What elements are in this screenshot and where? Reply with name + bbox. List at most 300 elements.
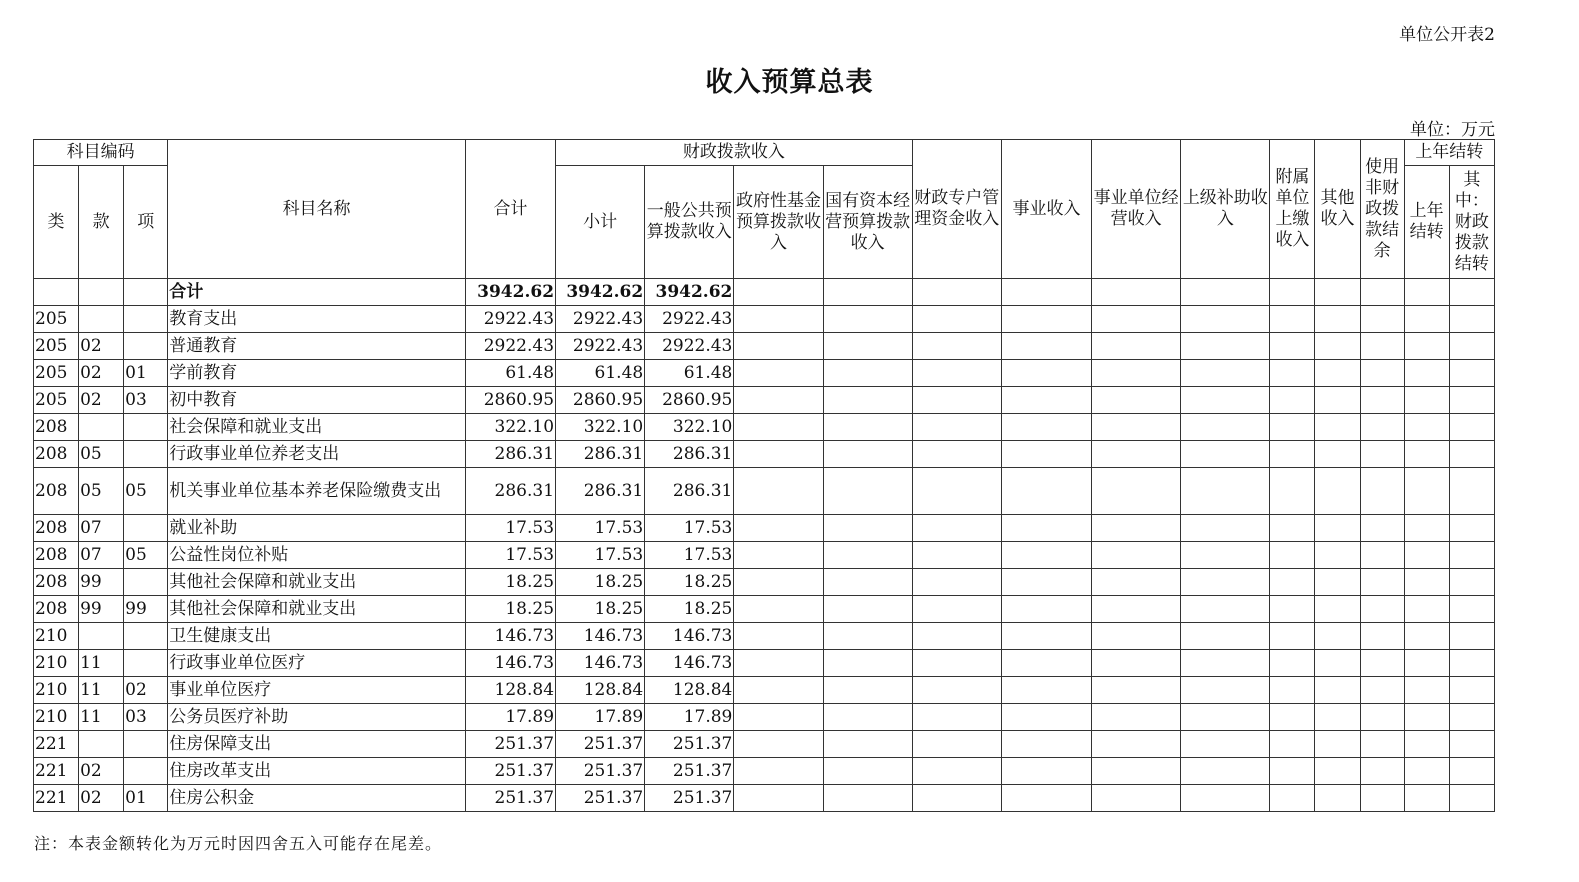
cell-empty	[1404, 306, 1449, 333]
cell-kuan: 05	[79, 441, 124, 468]
cell-empty	[823, 360, 912, 387]
cell-empty	[1181, 333, 1270, 360]
cell-general: 17.53	[645, 515, 734, 542]
cell-empty	[1001, 785, 1091, 812]
cell-subtotal: 286.31	[556, 468, 645, 515]
cell-subtotal: 2860.95	[556, 387, 645, 414]
cell-empty	[1449, 306, 1494, 333]
cell-empty	[823, 387, 912, 414]
cell-empty	[1092, 387, 1181, 414]
cell-empty	[1315, 542, 1360, 569]
cell-kuan: 99	[79, 596, 124, 623]
cell-empty	[734, 731, 823, 758]
cell-empty	[1270, 387, 1315, 414]
cell-empty	[912, 306, 1001, 333]
table-row	[34, 623, 1495, 650]
cell-empty	[1404, 704, 1449, 731]
cell-name: 学前教育	[168, 360, 466, 387]
header-fund-budget: 政府性基金预算拨款收入	[734, 166, 823, 279]
cell-kuan: 02	[79, 360, 124, 387]
cell-subtotal: 146.73	[556, 623, 645, 650]
cell-empty	[1181, 542, 1270, 569]
cell-lei: 210	[34, 677, 79, 704]
cell-name: 公务员医疗补助	[168, 704, 466, 731]
cell-empty	[1449, 333, 1494, 360]
table-row	[34, 569, 1495, 596]
cell-empty	[1092, 515, 1181, 542]
cell-empty	[1001, 704, 1091, 731]
cell-total: 251.37	[465, 785, 555, 812]
cell-lei: 205	[34, 333, 79, 360]
cell-empty	[1092, 279, 1181, 306]
cell-subtotal: 2922.43	[556, 333, 645, 360]
cell-empty	[1360, 468, 1404, 515]
cell-xiang	[124, 333, 168, 360]
cell-total: 3942.62	[465, 279, 555, 306]
cell-xiang	[124, 731, 168, 758]
cell-kuan: 07	[79, 515, 124, 542]
cell-empty	[1449, 468, 1494, 515]
cell-empty	[1315, 569, 1360, 596]
cell-name: 普通教育	[168, 333, 466, 360]
cell-empty	[823, 704, 912, 731]
cell-kuan: 02	[79, 785, 124, 812]
cell-name: 其他社会保障和就业支出	[168, 569, 466, 596]
cell-empty	[1092, 414, 1181, 441]
cell-empty	[734, 677, 823, 704]
cell-empty	[1270, 569, 1315, 596]
cell-empty	[1404, 441, 1449, 468]
cell-empty	[1404, 650, 1449, 677]
cell-empty	[912, 360, 1001, 387]
cell-empty	[1001, 360, 1091, 387]
cell-empty	[1092, 731, 1181, 758]
cell-name: 行政事业单位医疗	[168, 650, 466, 677]
cell-empty	[1270, 623, 1315, 650]
cell-empty	[1360, 569, 1404, 596]
cell-subtotal: 2922.43	[556, 306, 645, 333]
cell-empty	[1360, 441, 1404, 468]
cell-total: 146.73	[465, 650, 555, 677]
cell-total: 2860.95	[465, 387, 555, 414]
header-subtotal: 小计	[556, 166, 645, 279]
table-body	[34, 279, 1495, 812]
total-row	[34, 279, 1495, 306]
cell-xiang	[124, 414, 168, 441]
cell-empty	[912, 731, 1001, 758]
cell-xiang	[124, 306, 168, 333]
cell-empty	[1001, 731, 1091, 758]
cell-empty	[912, 468, 1001, 515]
cell-empty	[1315, 731, 1360, 758]
cell-empty	[1181, 306, 1270, 333]
header-operating-income: 事业单位经营收入	[1092, 140, 1181, 279]
cell-empty	[1360, 414, 1404, 441]
income-budget-table	[33, 139, 1495, 812]
cell-name: 事业单位医疗	[168, 677, 466, 704]
header-affiliated-income: 附属单位上缴收入	[1270, 140, 1315, 279]
cell-empty	[1092, 623, 1181, 650]
cell-empty	[1001, 468, 1091, 515]
cell-xiang: 03	[124, 387, 168, 414]
cell-empty	[734, 704, 823, 731]
cell-empty	[734, 414, 823, 441]
cell-empty	[1315, 677, 1360, 704]
cell-empty	[1315, 279, 1360, 306]
cell-subtotal: 3942.62	[556, 279, 645, 306]
cell-lei: 210	[34, 704, 79, 731]
cell-empty	[734, 542, 823, 569]
cell-empty	[1315, 441, 1360, 468]
cell-empty	[823, 677, 912, 704]
cell-total: 17.53	[465, 542, 555, 569]
cell-empty	[1449, 596, 1494, 623]
cell-empty	[912, 623, 1001, 650]
cell-general: 128.84	[645, 677, 734, 704]
cell-empty	[1092, 360, 1181, 387]
cell-empty	[1404, 758, 1449, 785]
table-row	[34, 333, 1495, 360]
cell-empty	[1001, 569, 1091, 596]
cell-empty	[1001, 650, 1091, 677]
cell-empty	[823, 569, 912, 596]
header-business-income: 事业收入	[1001, 140, 1091, 279]
cell-lei: 210	[34, 623, 79, 650]
cell-empty	[1001, 677, 1091, 704]
cell-empty	[1181, 731, 1270, 758]
cell-xiang	[124, 758, 168, 785]
cell-empty	[1449, 758, 1494, 785]
table-row	[34, 704, 1495, 731]
cell-empty	[1360, 758, 1404, 785]
cell-empty	[912, 704, 1001, 731]
table-row	[34, 650, 1495, 677]
cell-empty	[1001, 306, 1091, 333]
table-row	[34, 441, 1495, 468]
cell-total: 61.48	[465, 360, 555, 387]
cell-empty	[912, 569, 1001, 596]
cell-name: 教育支出	[168, 306, 466, 333]
cell-empty	[734, 468, 823, 515]
cell-empty	[734, 515, 823, 542]
cell-lei: 205	[34, 387, 79, 414]
cell-empty	[1404, 333, 1449, 360]
cell-subtotal: 18.25	[556, 569, 645, 596]
table-row	[34, 785, 1495, 812]
cell-total: 18.25	[465, 569, 555, 596]
cell-empty	[1449, 623, 1494, 650]
cell-empty	[1270, 731, 1315, 758]
cell-empty	[1360, 785, 1404, 812]
cell-general: 17.89	[645, 704, 734, 731]
cell-xiang	[124, 441, 168, 468]
header-carryover-group: 上年结转	[1404, 140, 1494, 166]
cell-name: 其他社会保障和就业支出	[168, 596, 466, 623]
cell-empty	[1181, 414, 1270, 441]
table-row	[34, 677, 1495, 704]
cell-empty	[1270, 333, 1315, 360]
cell-empty	[1092, 704, 1181, 731]
cell-empty	[823, 279, 912, 306]
cell-empty	[1404, 623, 1449, 650]
cell-subtotal: 251.37	[556, 758, 645, 785]
cell-general: 18.25	[645, 569, 734, 596]
cell-empty	[1404, 731, 1449, 758]
cell-empty	[1360, 650, 1404, 677]
cell-empty	[1360, 731, 1404, 758]
table-row	[34, 515, 1495, 542]
cell-empty	[1360, 360, 1404, 387]
cell-kuan: 07	[79, 542, 124, 569]
cell-general: 3942.62	[645, 279, 734, 306]
cell-empty	[1001, 387, 1091, 414]
table-row	[34, 360, 1495, 387]
cell-kuan: 05	[79, 468, 124, 515]
cell-total: 286.31	[465, 441, 555, 468]
cell-xiang	[124, 569, 168, 596]
header-general-budget: 一般公共预算拨款收入	[645, 166, 734, 279]
cell-empty	[1181, 785, 1270, 812]
cell-xiang: 03	[124, 704, 168, 731]
cell-empty	[1404, 677, 1449, 704]
cell-empty	[1270, 785, 1315, 812]
cell-general: 146.73	[645, 623, 734, 650]
cell-lei: 208	[34, 542, 79, 569]
cell-empty	[1360, 333, 1404, 360]
cell-kuan	[79, 279, 124, 306]
cell-empty	[1315, 360, 1360, 387]
cell-subtotal: 322.10	[556, 414, 645, 441]
cell-empty	[734, 623, 823, 650]
cell-empty	[823, 306, 912, 333]
header-kuan: 款	[79, 166, 124, 279]
cell-empty	[1270, 677, 1315, 704]
header-superior-subsidy: 上级补助收入	[1181, 140, 1270, 279]
cell-empty	[1001, 414, 1091, 441]
cell-empty	[1092, 785, 1181, 812]
cell-total: 251.37	[465, 758, 555, 785]
cell-empty	[1181, 279, 1270, 306]
cell-lei: 221	[34, 785, 79, 812]
cell-empty	[1404, 542, 1449, 569]
cell-empty	[1449, 515, 1494, 542]
cell-empty	[1360, 279, 1404, 306]
cell-empty	[1270, 704, 1315, 731]
table-row	[34, 468, 1495, 515]
cell-empty	[912, 677, 1001, 704]
cell-xiang: 99	[124, 596, 168, 623]
cell-empty	[823, 414, 912, 441]
cell-empty	[1404, 414, 1449, 441]
cell-empty	[1404, 468, 1449, 515]
cell-kuan: 02	[79, 387, 124, 414]
cell-xiang	[124, 279, 168, 306]
cell-xiang: 01	[124, 360, 168, 387]
cell-empty	[1270, 650, 1315, 677]
cell-lei: 208	[34, 596, 79, 623]
cell-empty	[1270, 279, 1315, 306]
header-total: 合计	[465, 140, 555, 279]
cell-empty	[1001, 279, 1091, 306]
cell-empty	[1181, 758, 1270, 785]
cell-subtotal: 251.37	[556, 785, 645, 812]
cell-subtotal: 17.53	[556, 515, 645, 542]
header-fiscal-carryover: 其中：财政拨款结转	[1449, 166, 1494, 279]
header-code-group: 科目编码	[34, 140, 168, 166]
cell-kuan	[79, 623, 124, 650]
cell-empty	[912, 441, 1001, 468]
cell-empty	[1092, 441, 1181, 468]
cell-general: 17.53	[645, 542, 734, 569]
cell-empty	[1360, 623, 1404, 650]
cell-lei: 208	[34, 515, 79, 542]
cell-subtotal: 17.89	[556, 704, 645, 731]
cell-empty	[1449, 279, 1494, 306]
cell-general: 286.31	[645, 468, 734, 515]
cell-name: 初中教育	[168, 387, 466, 414]
cell-general: 2922.43	[645, 306, 734, 333]
cell-total: 2922.43	[465, 333, 555, 360]
cell-empty	[1449, 731, 1494, 758]
cell-empty	[1404, 596, 1449, 623]
cell-name: 行政事业单位养老支出	[168, 441, 466, 468]
cell-empty	[1181, 623, 1270, 650]
table-number: 单位公开表2	[1399, 25, 1495, 45]
cell-empty	[823, 515, 912, 542]
cell-general: 251.37	[645, 758, 734, 785]
cell-empty	[1449, 414, 1494, 441]
header-lei: 类	[34, 166, 79, 279]
cell-kuan: 11	[79, 650, 124, 677]
cell-empty	[1181, 468, 1270, 515]
cell-empty	[734, 569, 823, 596]
cell-empty	[1404, 515, 1449, 542]
table-row	[34, 414, 1495, 441]
cell-empty	[734, 387, 823, 414]
header-non-fiscal-balance: 使用非财政拨款结余	[1360, 140, 1404, 279]
cell-empty	[1181, 387, 1270, 414]
cell-empty	[1449, 569, 1494, 596]
header-state-capital: 国有资本经营预算拨款收入	[823, 166, 912, 279]
cell-empty	[1360, 542, 1404, 569]
cell-general: 251.37	[645, 731, 734, 758]
cell-empty	[912, 279, 1001, 306]
cell-empty	[1092, 306, 1181, 333]
cell-empty	[734, 758, 823, 785]
cell-empty	[1092, 677, 1181, 704]
page-title: 收入预算总表	[705, 67, 874, 98]
table-row	[34, 731, 1495, 758]
cell-empty	[1181, 569, 1270, 596]
table-row	[34, 596, 1495, 623]
footnote: 注：本表金额转化为万元时因四舍五入可能存在尾差。	[34, 834, 443, 853]
cell-empty	[1092, 596, 1181, 623]
cell-empty	[1315, 785, 1360, 812]
cell-subtotal: 61.48	[556, 360, 645, 387]
cell-general: 2860.95	[645, 387, 734, 414]
cell-empty	[1404, 387, 1449, 414]
cell-empty	[823, 758, 912, 785]
cell-empty	[1270, 596, 1315, 623]
cell-xiang	[124, 623, 168, 650]
cell-kuan: 11	[79, 704, 124, 731]
cell-empty	[1092, 569, 1181, 596]
cell-empty	[1315, 623, 1360, 650]
cell-empty	[734, 785, 823, 812]
cell-empty	[1270, 306, 1315, 333]
cell-empty	[1449, 785, 1494, 812]
cell-subtotal: 18.25	[556, 596, 645, 623]
cell-empty	[1404, 279, 1449, 306]
cell-empty	[734, 360, 823, 387]
cell-empty	[1360, 596, 1404, 623]
cell-xiang	[124, 515, 168, 542]
table-row	[34, 758, 1495, 785]
cell-empty	[1404, 569, 1449, 596]
cell-subtotal: 286.31	[556, 441, 645, 468]
cell-lei: 210	[34, 650, 79, 677]
cell-total: 286.31	[465, 468, 555, 515]
cell-empty	[1315, 468, 1360, 515]
cell-empty	[1001, 515, 1091, 542]
cell-empty	[912, 333, 1001, 360]
cell-general: 146.73	[645, 650, 734, 677]
cell-empty	[1449, 542, 1494, 569]
cell-kuan	[79, 414, 124, 441]
cell-subtotal: 146.73	[556, 650, 645, 677]
cell-empty	[1360, 704, 1404, 731]
cell-empty	[1270, 414, 1315, 441]
cell-lei: 208	[34, 569, 79, 596]
cell-empty	[1315, 333, 1360, 360]
cell-empty	[734, 650, 823, 677]
cell-general: 18.25	[645, 596, 734, 623]
cell-empty	[1449, 360, 1494, 387]
cell-empty	[1315, 758, 1360, 785]
header-other-income: 其他收入	[1315, 140, 1360, 279]
cell-empty	[1404, 360, 1449, 387]
cell-empty	[734, 306, 823, 333]
cell-total: 17.53	[465, 515, 555, 542]
cell-empty	[1315, 704, 1360, 731]
cell-name: 住房保障支出	[168, 731, 466, 758]
cell-empty	[1001, 441, 1091, 468]
cell-empty	[1270, 360, 1315, 387]
cell-empty	[823, 542, 912, 569]
cell-empty	[1092, 333, 1181, 360]
cell-lei: 208	[34, 414, 79, 441]
cell-kuan: 02	[79, 758, 124, 785]
cell-kuan	[79, 306, 124, 333]
cell-xiang: 01	[124, 785, 168, 812]
cell-empty	[1404, 785, 1449, 812]
cell-subtotal: 128.84	[556, 677, 645, 704]
cell-kuan	[79, 731, 124, 758]
cell-empty	[1001, 333, 1091, 360]
header-special-fund: 财政专户管理资金收入	[912, 140, 1001, 279]
cell-lei: 205	[34, 306, 79, 333]
cell-name: 机关事业单位基本养老保险缴费支出	[168, 468, 466, 515]
cell-lei	[34, 279, 79, 306]
cell-empty	[1315, 414, 1360, 441]
cell-general: 286.31	[645, 441, 734, 468]
cell-name: 住房公积金	[168, 785, 466, 812]
cell-name: 公益性岗位补贴	[168, 542, 466, 569]
cell-empty	[1270, 758, 1315, 785]
cell-subtotal: 17.53	[556, 542, 645, 569]
cell-empty	[912, 596, 1001, 623]
cell-total: 146.73	[465, 623, 555, 650]
